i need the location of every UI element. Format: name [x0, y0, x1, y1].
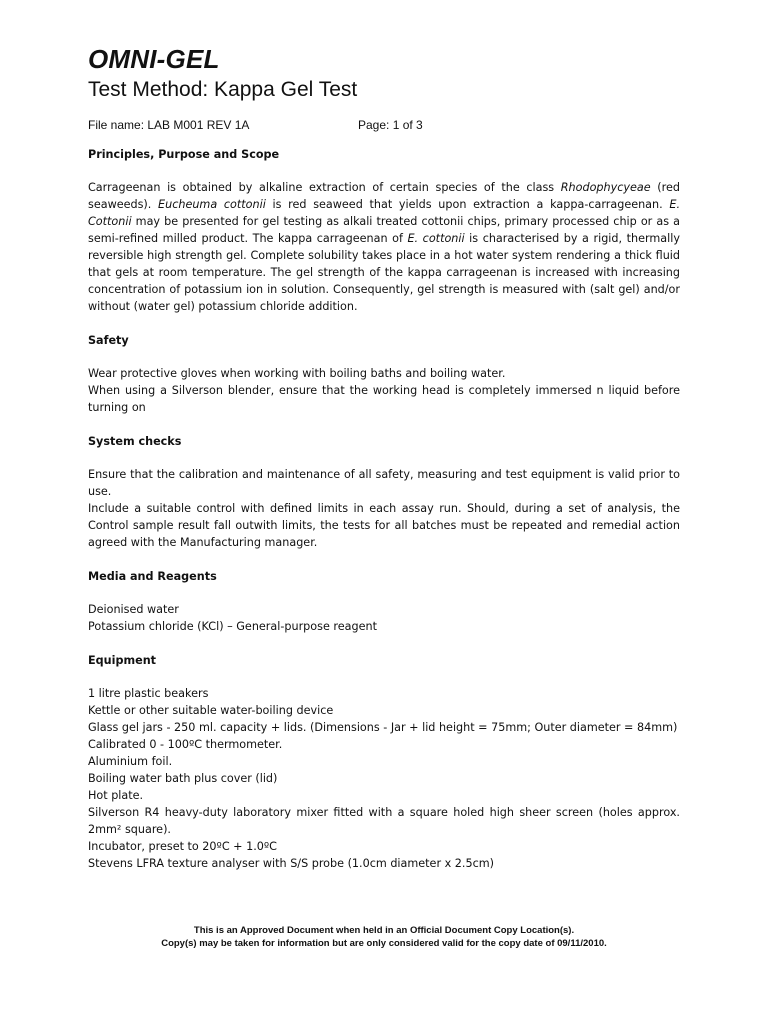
equipment-item: Stevens LFRA texture analyser with S/S probe (1.0cm diameter x 2.5cm)	[88, 857, 494, 870]
system-check-line: Include a suitable control with defined limits in each assay run. Should, during a set of analysis, the Control sample result fall outwith limits, the tests for all batches must be repeated and remedial action agreed with the Manufacturing manager.	[88, 502, 680, 549]
text-run: Carrageenan is obtained by alkaline extraction of certain species of the class	[88, 181, 561, 194]
equipment-item: Boiling water bath plus cover (lid)	[88, 772, 278, 785]
italic-run: Rhodophycyeae	[560, 181, 651, 194]
equipment-item: Aluminium foil.	[88, 755, 173, 768]
section-system-checks	[88, 433, 680, 551]
equipment-item: Kettle or other suitable water-boiling device	[88, 704, 334, 717]
section-heading: Media and Reagents	[88, 570, 217, 583]
equipment-item: Silverson R4 heavy-duty laboratory mixer fitted with a square holed high sheer screen (holes approx. 2mm² square).	[88, 806, 680, 836]
equipment-item: Incubator, preset to 20ºC + 1.0ºC	[88, 840, 277, 853]
footer-line: This is an Approved Document when held in an Official Document Copy Location(s).	[193, 925, 575, 936]
system-check-line: Ensure that the calibration and maintenance of all safety, measuring and test equipment is valid prior to use.	[88, 468, 680, 498]
equipment-item: Calibrated 0 - 100ºC thermometer.	[88, 738, 283, 751]
text-run: is characterised by a rigid, thermally reversible high strength gel. Complete solubility takes place in a hot water system rendering a thick fluid that gels at room temperature. The gel strength of the kappa carrageenan is increased with increasing concentration of potassium ion in solution. Consequently, gel strength is measured with (salt gel) and/or without (water gel) potassium chloride addition.	[88, 232, 680, 313]
safety-line: When using a Silverson blender, ensure that the working head is completely immersed n liquid before turning on	[88, 384, 680, 414]
principles-paragraph	[88, 179, 680, 315]
document-body	[88, 146, 680, 889]
section-heading: Safety	[88, 334, 129, 347]
text-run: is red seaweed that yields upon extraction a kappa-carrageenan.	[265, 198, 670, 211]
document-title: Test Method: Kappa Gel Test	[88, 78, 358, 101]
section-heading: System checks	[88, 435, 182, 448]
reagent-line: Potassium chloride (KCl) – General-purpose reagent	[88, 620, 377, 633]
text-run: (red seaweeds).	[88, 181, 680, 211]
document-footer	[88, 924, 680, 950]
section-heading: Equipment	[88, 654, 157, 667]
equipment-item: Glass gel jars - 250 ml. capacity + lids. (Dimensions - Jar + lid height = 75mm; Outer diameter = 84mm)	[88, 721, 678, 734]
brand-title: OMNI-GEL	[88, 44, 220, 74]
equipment-item: Hot plate.	[88, 789, 144, 802]
file-name: File name: LAB M001 REV 1A	[88, 118, 250, 132]
footer-line: Copy(s) may be taken for information but are only considered valid for the copy date of 09/11/2010.	[161, 938, 607, 949]
italic-run: E. cottonii	[407, 232, 465, 245]
text-run: may be presented for gel testing as alkali treated cottonii chips, primary processed chip or as a semi-refined milled product. The kappa carrageenan of	[88, 215, 680, 245]
section-equipment	[88, 652, 680, 872]
italic-run: E. Cottonii	[88, 198, 681, 228]
equipment-item: 1 litre plastic beakers	[88, 687, 209, 700]
page-number: Page: 1 of 3	[358, 118, 423, 132]
section-principles	[88, 146, 680, 315]
safety-line: Wear protective gloves when working with boiling baths and boiling water.	[88, 367, 506, 380]
file-info-line	[88, 118, 688, 132]
reagent-line: Deionised water	[88, 603, 179, 616]
section-heading: Principles, Purpose and Scope	[88, 148, 280, 161]
section-safety	[88, 332, 680, 416]
section-media-reagents	[88, 568, 680, 635]
italic-run: Eucheuma cottonii	[158, 198, 266, 211]
